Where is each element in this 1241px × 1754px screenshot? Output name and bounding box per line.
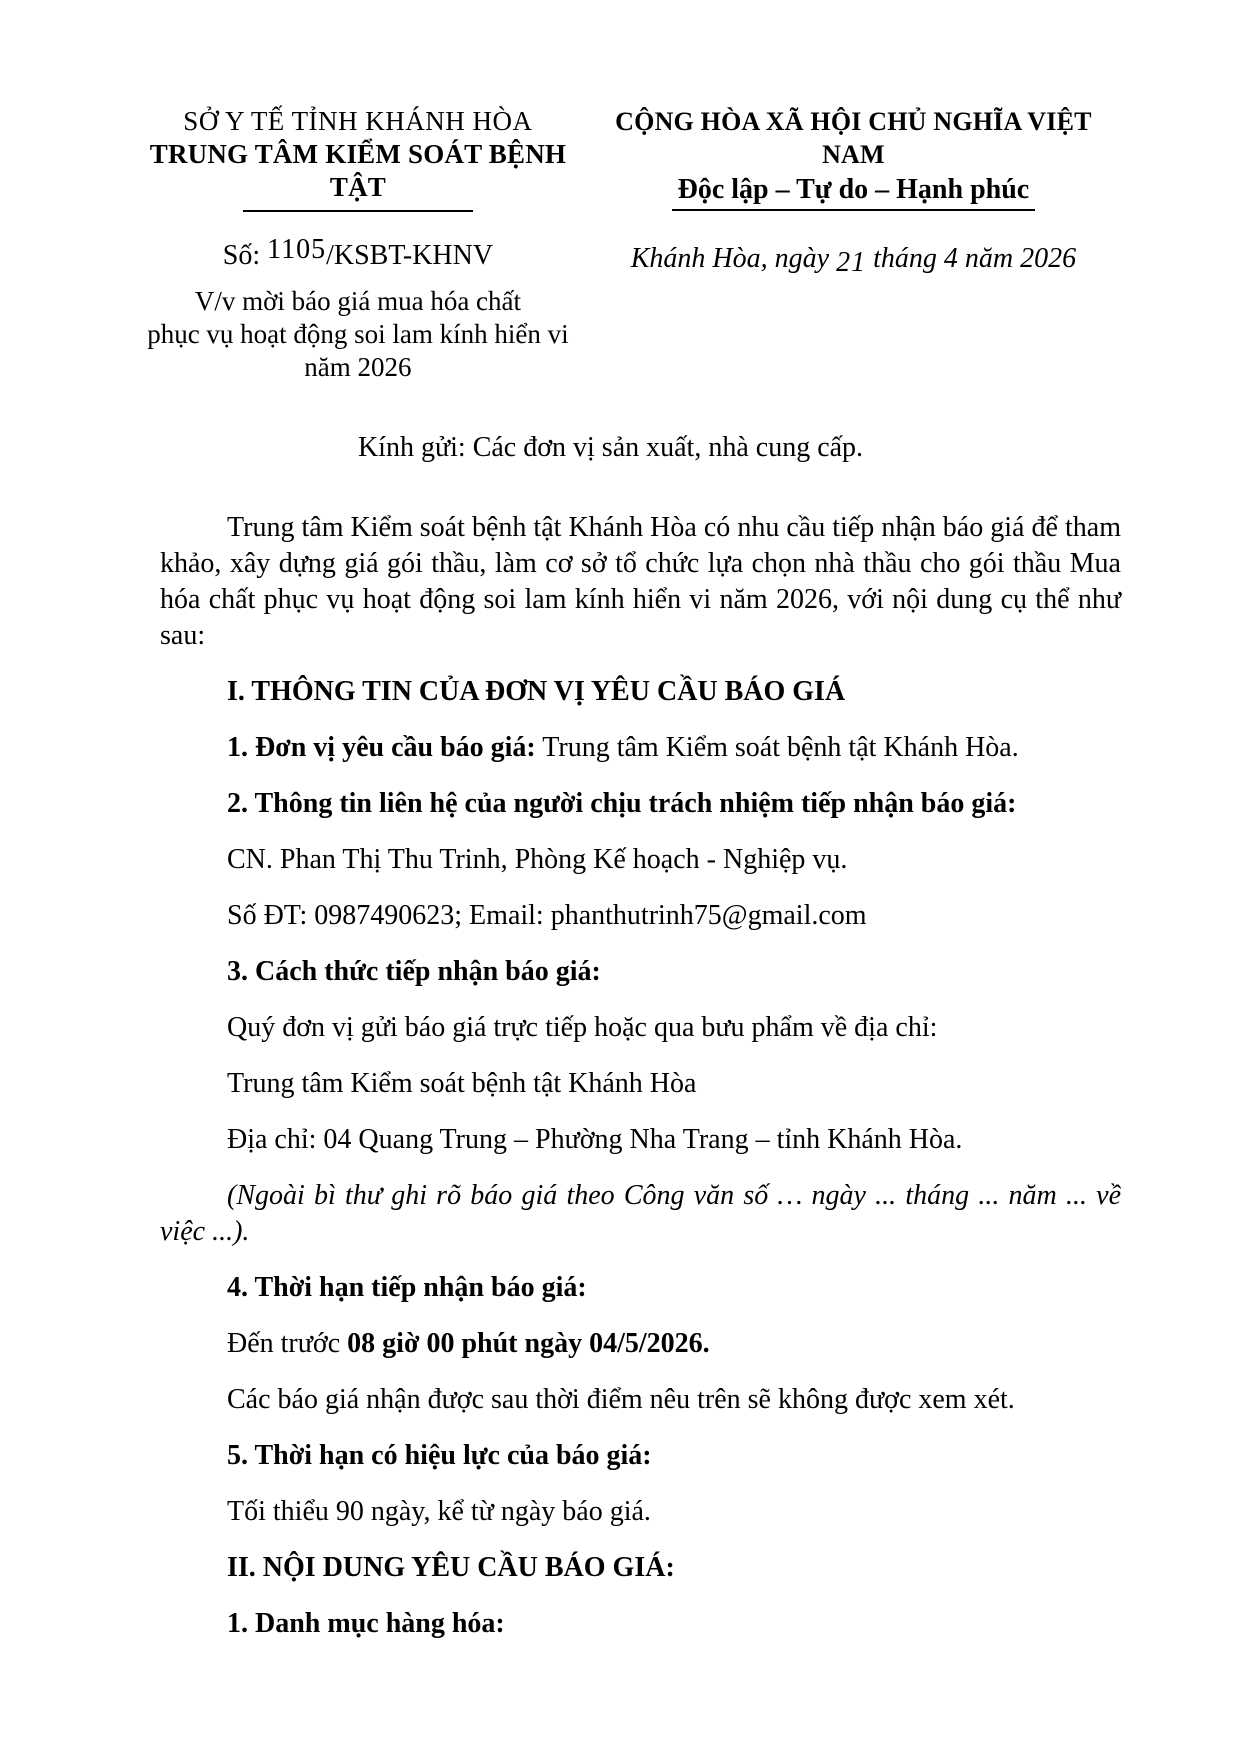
validity-line: Tối thiểu 90 ngày, kể từ ngày báo giá. — [227, 1496, 651, 1527]
envelope-note: (Ngoài bì thư ghi rõ báo giá theo Công văn số … ngày ... tháng ... năm ... về việc ...). — [160, 1180, 1121, 1247]
contact-name-line: CN. Phan Thị Thu Trinh, Phòng Kế hoạch - Nghiệp vụ. — [227, 844, 848, 875]
document-number-label: Số: — [222, 240, 261, 271]
section2-heading: II. NỘI DUNG YÊU CẦU BÁO GIÁ: — [227, 1552, 675, 1583]
deadline-prefix: Đến trước — [227, 1328, 341, 1359]
place-date-line — [586, 243, 1121, 278]
section1-item5-heading: 5. Thời hạn có hiệu lực của báo giá: — [227, 1440, 652, 1471]
section1-heading: I. THÔNG TIN CỦA ĐƠN VỊ YÊU CẦU BÁO GIÁ — [227, 676, 846, 707]
date-day: 21 — [836, 247, 867, 278]
item3-line3: Địa chỉ: 04 Quang Trung – Phường Nha Trang – tỉnh Khánh Hòa. — [227, 1124, 963, 1155]
date-prefix: Khánh Hòa, ngày — [630, 243, 830, 274]
issuing-org-block — [130, 105, 586, 384]
section1-item3-heading: 3. Cách thức tiếp nhận báo giá: — [227, 956, 601, 987]
late-quote-note: Các báo giá nhận được sau thời điểm nêu trên sẽ không được xem xét. — [227, 1384, 1015, 1415]
item3-line1: Quý đơn vị gửi báo giá trực tiếp hoặc qua bưu phẩm về địa chỉ: — [227, 1012, 938, 1043]
section1-item2-heading: 2. Thông tin liên hệ của người chịu trách nhiệm tiếp nhận báo giá: — [227, 788, 1017, 819]
section1-item1 — [160, 730, 1121, 766]
document-subject — [130, 285, 586, 384]
deadline-value: 08 giờ 00 phút ngày 04/5/2026. — [347, 1328, 710, 1359]
contact-phone-email-line: Số ĐT: 0987490623; Email: phanthutrinh75@gmail.com — [227, 900, 867, 931]
document-number-suffix: /KSBT-KHNV — [326, 240, 494, 271]
department-name: SỞ Y TẾ TỈNH KHÁNH HÒA — [183, 106, 533, 136]
subject-line-2: phục vụ hoạt động soi lam kính hiển vi — [147, 319, 569, 349]
national-motto — [586, 173, 1121, 211]
national-header-block — [586, 105, 1121, 384]
section1-item4-heading: 4. Thời hạn tiếp nhận báo giá: — [227, 1272, 587, 1303]
national-motto-text: Độc lập – Tự do – Hạnh phúc — [672, 173, 1036, 211]
subject-line-3: năm 2026 — [304, 352, 412, 382]
document-number-value: 1105 — [267, 234, 327, 265]
country-title: CỘNG HÒA XÃ HỘI CHỦ NGHĨA VIỆT NAM — [615, 107, 1092, 169]
section2-item1-heading: 1. Danh mục hàng hóa: — [227, 1608, 505, 1639]
deadline-line — [160, 1326, 1121, 1362]
organization-underline — [243, 210, 473, 212]
intro-paragraph: Trung tâm Kiểm soát bệnh tật Khánh Hòa có nhu cầu tiếp nhận báo giá để tham khảo, xây dựng giá gói thầu, làm cơ sở tổ chức lựa chọn nhà thầu cho gói thầu Mua hóa chất phục vụ hoạt động soi lam kính hiển vi năm 2026, với nội dung cụ thể như sau: — [160, 512, 1121, 651]
date-suffix: tháng 4 năm 2026 — [873, 243, 1077, 274]
item3-line2: Trung tâm Kiểm soát bệnh tật Khánh Hòa — [227, 1068, 697, 1099]
document-header — [130, 105, 1121, 384]
document-number-line — [130, 234, 586, 272]
organization-name: TRUNG TÂM KIỂM SOÁT BỆNH TẬT — [149, 139, 567, 202]
document-body — [160, 510, 1121, 1642]
item1-value: Trung tâm Kiểm soát bệnh tật Khánh Hòa. — [542, 732, 1019, 763]
item1-label: 1. Đơn vị yêu cầu báo giá: — [227, 732, 536, 763]
subject-line-1: V/v mời báo giá mua hóa chất — [194, 286, 522, 316]
salutation-line: Kính gửi: Các đơn vị sản xuất, nhà cung cấp. — [357, 432, 864, 463]
